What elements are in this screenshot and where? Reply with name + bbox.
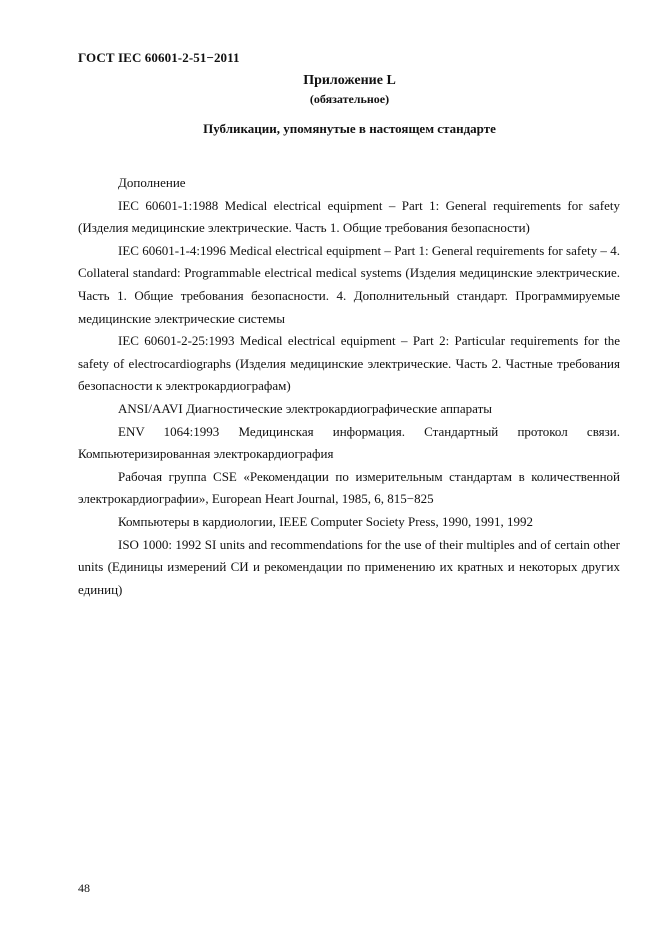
reference-iec-60601-2-25: IEC 60601-2-25:1993 Medical electrical equipment – Part 2: Particular requirements for the safety of electrocardiographs (Изделия медицинские электрические. Часть 2. Частные требования безопасности к электрокардиографам) (78, 333, 620, 394)
reference-env-1064: ENV 1064:1993 Медицинская информация. Стандартный протокол связи. Компьютеризированная электрокардиография (78, 423, 620, 462)
document-code: ГОСТ IEC 60601-2-51−2011 (78, 50, 240, 65)
appendix-title: Приложение L (303, 73, 396, 88)
reference-computers-in-cardiology: Компьютеры в кардиологии, IEEE Computer Society Press, 1990, 1991, 1992 (118, 513, 533, 529)
page-number: 48 (78, 881, 90, 895)
appendix-status: (обязательное) (309, 92, 390, 106)
references-list (78, 172, 620, 601)
reference-ansi-aavi: ANSI/AAVI Диагностические электрокардиографические аппараты (118, 400, 493, 416)
reference-cse-working-group: Рабочая группа CSE «Рекомендации по измерительным стандартам в количественной электрокардиографии», European Heart Journal, 1985, 6, 815−825 (78, 468, 620, 507)
reference-iec-60601-1: IEC 60601-1:1988 Medical electrical equipment – Part 1: General requirements for safety (Изделия медицинские электрические. Часть 1. Общие требования безопасности) (78, 197, 620, 236)
reference-iso-1000: ISO 1000: 1992 SI units and recommendations for the use of their multiples and of certain other units (Единицы измерений СИ и рекомендации по применению их кратных и некоторых других единиц) (78, 536, 620, 597)
section-heading: Публикации, упомянутые в настоящем стандарте (203, 121, 496, 136)
paragraph-supplement: Дополнение (118, 175, 186, 190)
reference-iec-60601-1-4: IEC 60601-1-4:1996 Medical electrical equipment – Part 1: General requirements for safety – 4. Collateral standard: Programmable electrical medical systems (Изделия медицинские электрические. Часть 1. Общие требования безопасности. 4. Дополнительный стандарт. Программируемые медицинские электрические системы (78, 242, 620, 326)
